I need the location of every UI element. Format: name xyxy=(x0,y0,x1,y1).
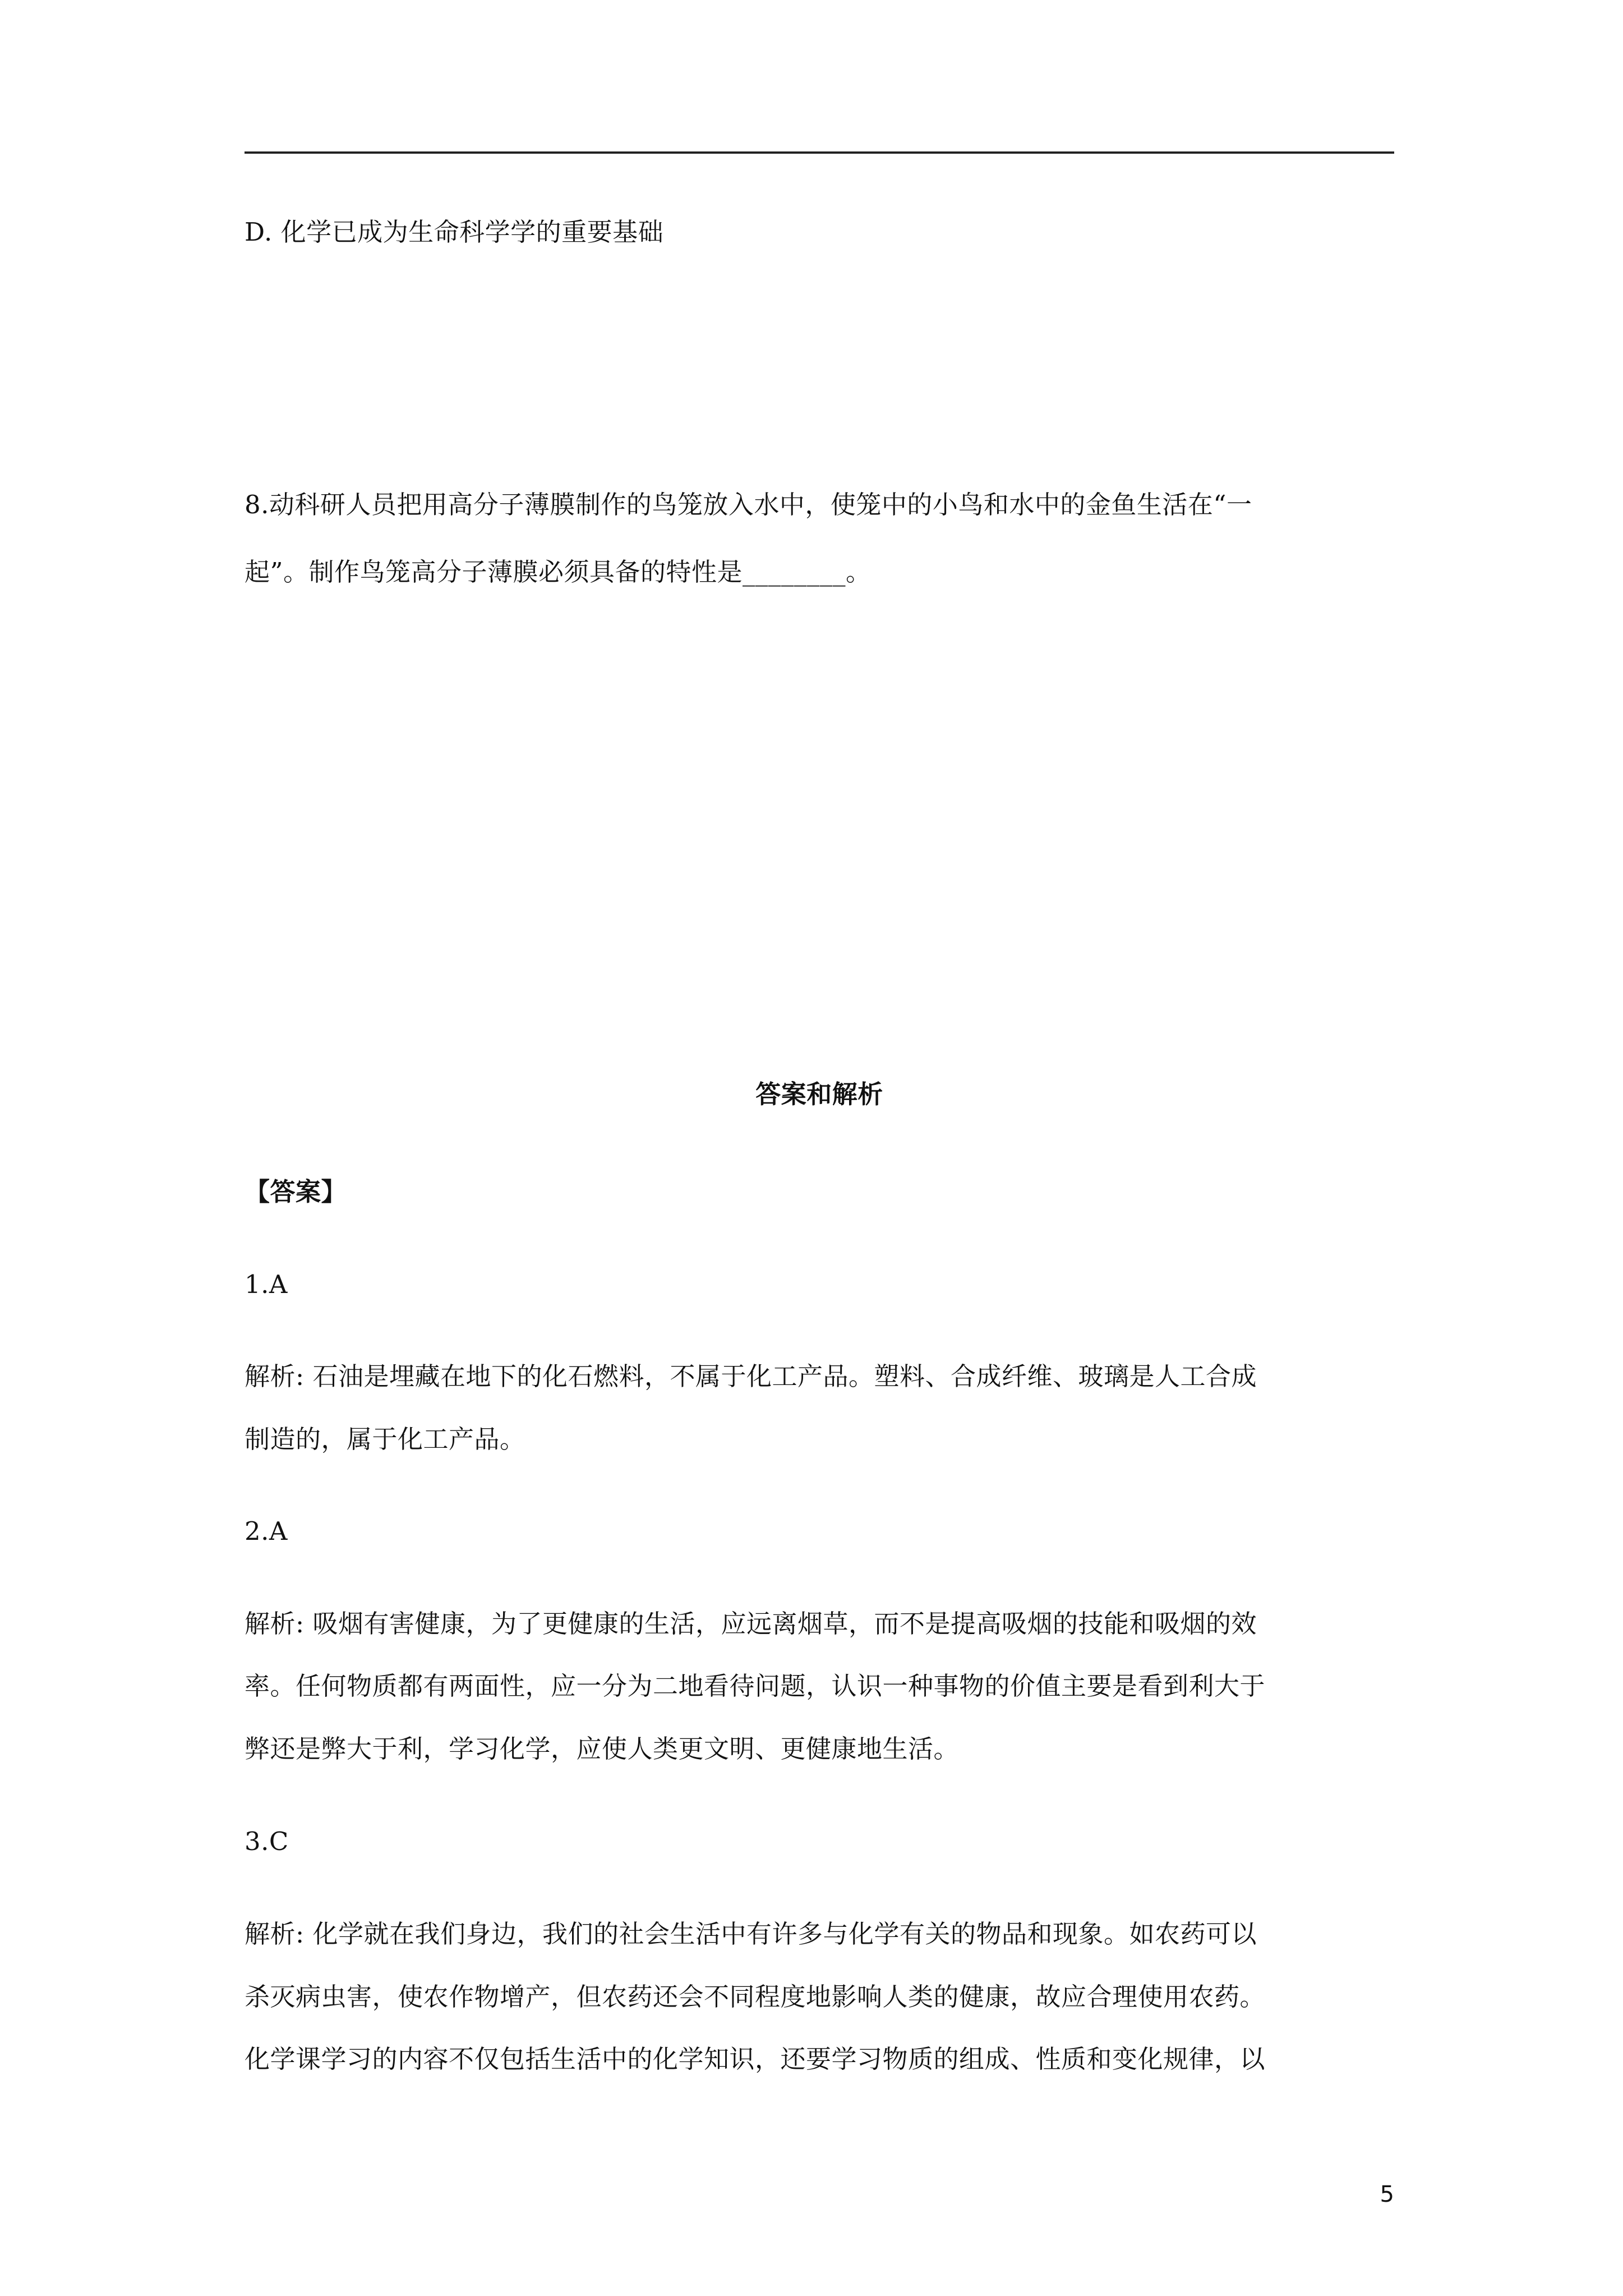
header-rule xyxy=(245,151,1394,154)
explanation-3-line-3: 化学课学习的内容不仅包括生活中的化学知识，还要学习物质的组成、性质和变化规律，以 xyxy=(245,2044,1266,2074)
explanation-1-line-2: 制造的，属于化工产品。 xyxy=(245,1424,525,1454)
explanation-2-line-3: 弊还是弊大于利，学习化学，应使人类更文明、更健康地生活。 xyxy=(245,1734,960,1764)
explanation-2-line-1: 解析: 吸烟有害健康，为了更健康的生活，应远离烟草，而不是提高吸烟的技能和吸烟的效 xyxy=(245,1609,1257,1639)
answers-section-title: 答案和解析 xyxy=(755,1079,883,1109)
q8-line-1: 8.动科研人员把用高分子薄膜制作的鸟笼放入水中，使笼中的小鸟和水中的金鱼生活在“一 xyxy=(245,490,1252,519)
answer-1: 1.A xyxy=(245,1269,288,1299)
explanation-3-line-2: 杀灭病虫害，使农作物增产，但农药还会不同程度地影响人类的健康，故应合理使用农药。 xyxy=(245,1982,1266,2012)
explanation-1-line-1: 解析: 石油是埋藏在地下的化石燃料，不属于化工产品。塑料、合成纤维、玻璃是人工合成 xyxy=(245,1361,1257,1391)
answer-3: 3.C xyxy=(245,1826,289,1856)
q7-option-d: D. 化学已成为生命科学学的重要基础 xyxy=(245,217,664,247)
q8-line-2: 起”。制作鸟笼高分子薄膜必须具备的特性是________。 xyxy=(245,557,872,587)
explanation-2-line-2: 率。任何物质都有两面性，应一分为二地看待问题，认识一种事物的价值主要是看到利大于 xyxy=(245,1671,1266,1701)
answer-2: 2.A xyxy=(245,1516,288,1546)
page-number: 5 xyxy=(1380,2182,1394,2207)
answers-label: 【答案】 xyxy=(245,1177,347,1207)
explanation-3-line-1: 解析: 化学就在我们身边，我们的社会生活中有许多与化学有关的物品和现象。如农药可以 xyxy=(245,1919,1257,1949)
